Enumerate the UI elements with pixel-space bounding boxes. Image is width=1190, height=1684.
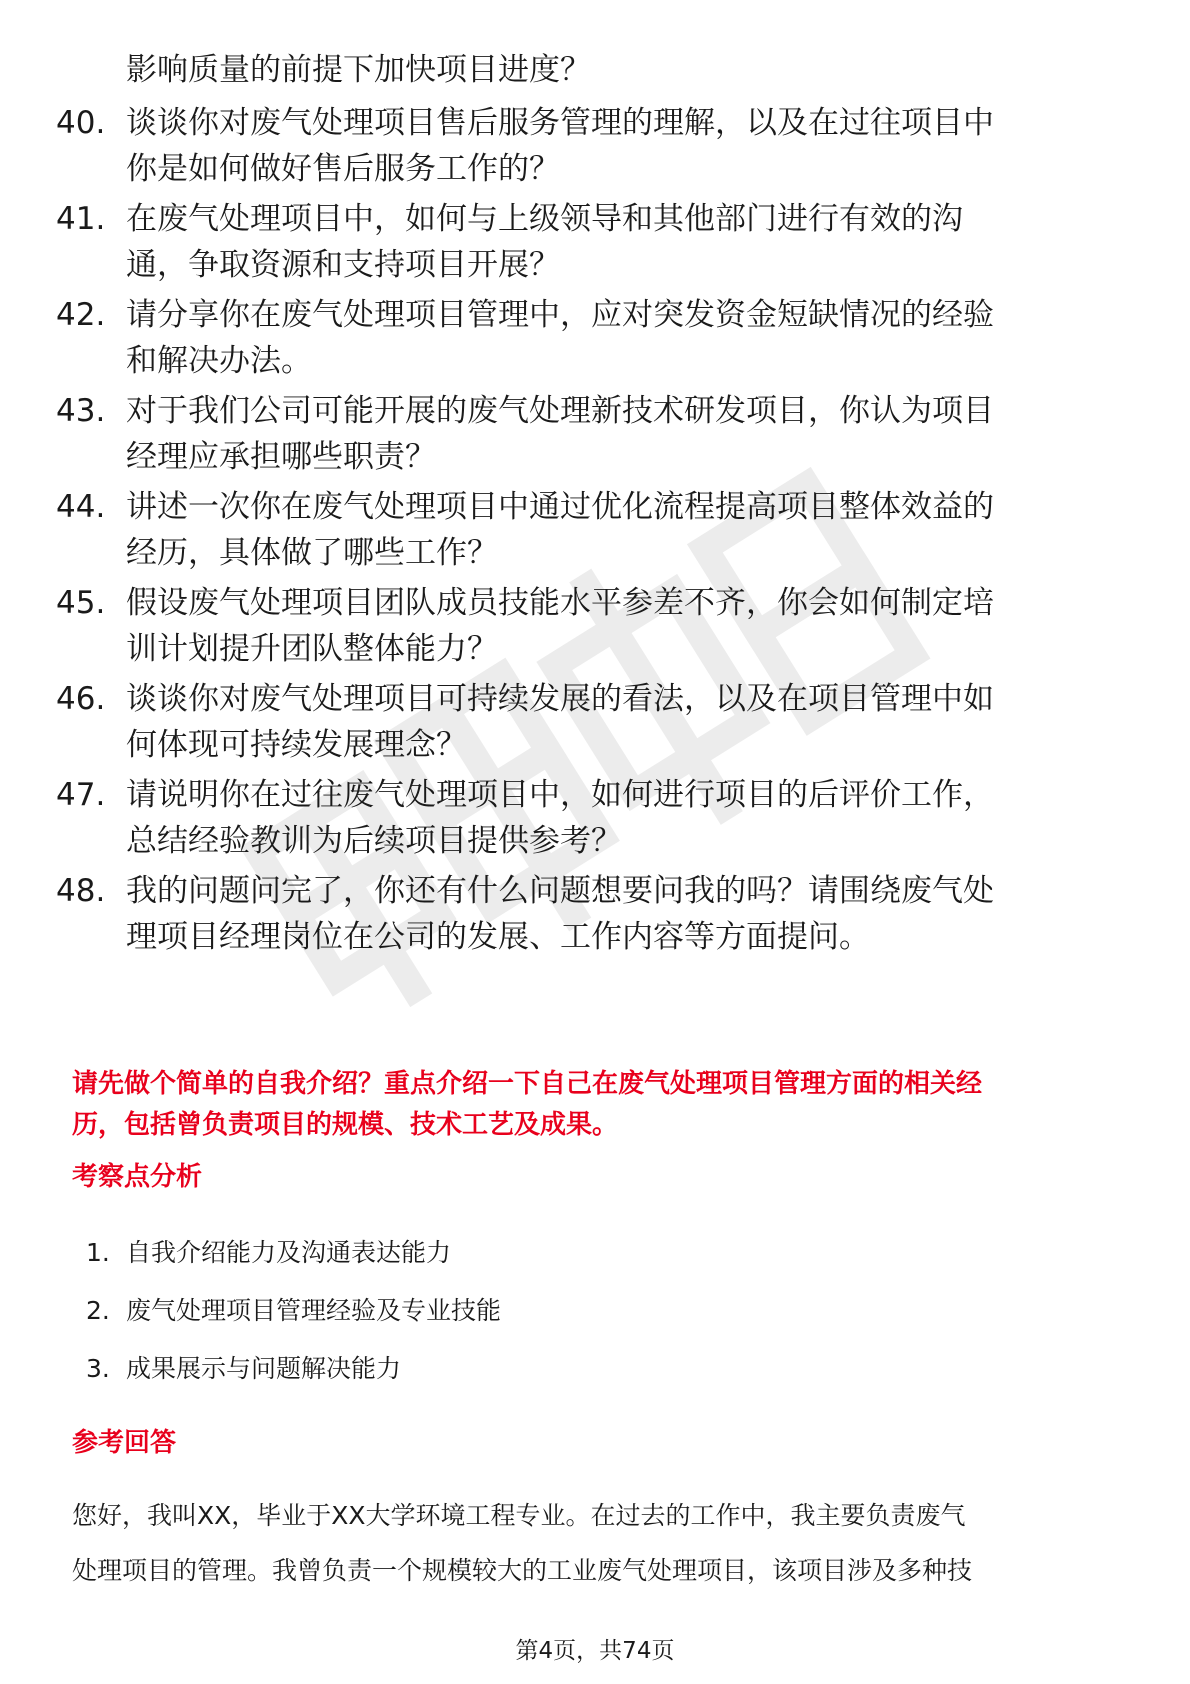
question-number: 48. — [56, 873, 106, 909]
continued-question-text: 影响质量的前提下加快项目进度？ — [126, 52, 591, 88]
question-number: 45. — [56, 585, 106, 621]
question-number: 46. — [56, 681, 106, 717]
analysis-point-number: 3. — [86, 1354, 110, 1383]
question-number: 44. — [56, 489, 106, 525]
question-text: 假设废气处理项目团队成员技能水平参差不齐，你会如何制定培 训计划提升团队整体能力？ — [126, 585, 994, 667]
question-text: 讲述一次你在废气处理项目中通过优化流程提高项目整体效益的 经历，具体做了哪些工作？ — [126, 489, 994, 571]
question-number: 43. — [56, 393, 106, 429]
question-text: 请说明你在过往废气处理项目中，如何进行项目的后评价工作， 总结经验教训为后续项目提供参考？ — [126, 777, 994, 859]
page-footer: 第4页，共74页 — [515, 1638, 675, 1664]
analysis-point-number: 1. — [86, 1238, 110, 1267]
answer-body: 您好，我叫XX，毕业于XX大学环境工程专业。在过去的工作中，我主要负责废气 处理项目的管理。我曾负责一个规模较大的工业废气处理项目，该项目涉及多种技 — [72, 1501, 973, 1585]
interview-prompt: 请先做个简单的自我介绍？重点介绍一下自己在废气处理项目管理方面的相关经 历，包括曾负责项目的规模、技术工艺及成果。 — [72, 1069, 983, 1140]
question-text: 谈谈你对废气处理项目售后服务管理的理解，以及在过往项目中 你是如何做好售后服务工作的？ — [126, 105, 994, 187]
question-text: 在废气处理项目中，如何与上级领导和其他部门进行有效的沟 通，争取资源和支持项目开展？ — [126, 201, 963, 283]
question-text: 我的问题问完了，你还有什么问题想要问我的吗？请围绕废气处 理项目经理岗位在公司的发展、工作内容等方面提问。 — [126, 873, 994, 955]
analysis-heading: 考察点分析 — [72, 1162, 203, 1192]
question-number: 40. — [56, 105, 106, 141]
analysis-point-text: 自我介绍能力及沟通表达能力 — [126, 1238, 452, 1267]
question-text: 谈谈你对废气处理项目可持续发展的看法，以及在项目管理中如 何体现可持续发展理念？ — [126, 681, 994, 763]
analysis-point — [86, 1352, 401, 1386]
question-number: 47. — [56, 777, 106, 813]
analysis-point-text: 废气处理项目管理经验及专业技能 — [126, 1296, 502, 1325]
question-number: 42. — [56, 297, 106, 333]
answer-heading: 参考回答 — [72, 1428, 177, 1458]
question-text: 请分享你在废气处理项目管理中，应对突发资金短缺情况的经验 和解决办法。 — [126, 297, 994, 379]
question-text: 对于我们公司可能开展的废气处理新技术研发项目，你认为项目 经理应承担哪些职责？ — [126, 393, 994, 475]
analysis-point-text: 成果展示与问题解决能力 — [126, 1354, 402, 1383]
analysis-point — [86, 1294, 501, 1328]
question-number: 41. — [56, 201, 106, 237]
analysis-point-number: 2. — [86, 1296, 110, 1325]
analysis-point — [86, 1236, 451, 1270]
